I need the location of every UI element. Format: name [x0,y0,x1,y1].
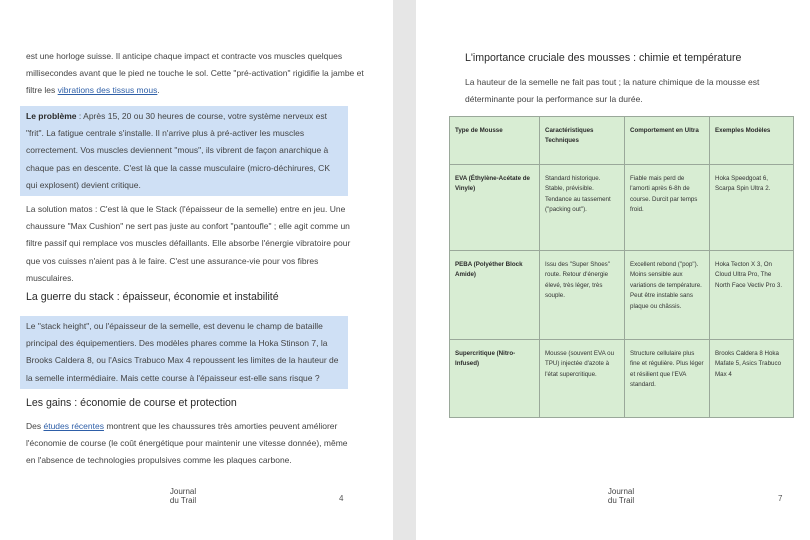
paragraph-preactivation: est une horloge suisse. Il anticipe chaque impact et contracte vos muscles quelques millisecondes avant que le pied ne touche le sol. Cette "pré-activation" rigidifie la jambe et filtre les vibrations des tissus mous. [26,51,364,96]
paragraph-intro-mousses: La hauteur de la semelle ne fait pas tout ; la nature chimique de la mousse est déterminante pour la performance sur la durée. [465,77,760,105]
probleme-label: Le problème [26,111,77,121]
highlight-probleme: Le problème : Après 15, 20 ou 30 heures de course, votre système nerveux est "frit". La fatigue centrale s'installe. Il n'arrive plus à pré-activer les muscles correctement. Vos muscles deviennent "mous", ils vibrent de façon anarchique à chaque pas en descente. C'est là que la casse musculaire (micro-déchirures, CK qui explosent) devient critique. [20,106,348,196]
table-cell: Issu des "Super Shoes" route. Retour d'énergie élevé, très léger, très souple. [540,251,625,340]
paragraph-etudes-recentes: Des études récentes montrent que les chaussures très amorties peuvent améliorer l'économie de course (le coût énergétique pour maintenir une vitesse donnée), même en l'absence de technologies propulsives comme les plaques carbone. [26,421,348,466]
table-cell: Mousse (souvent EVA ou TPU) injectée d'azote à l'état supercritique. [540,340,625,418]
footer-brand: Journal du Trail [607,487,635,505]
heading-les-gains: Les gains : économie de course et protection [26,397,237,409]
table-cell: Structure cellulaire plus fine et régulière. Plus léger et résilient que l'EVA standard. [625,340,710,418]
table-cell: Hoka Speedgoat 6, Scarpa Spin Ultra 2. [710,165,794,251]
table-row [450,251,794,340]
heading-importance-mousses: L'importance cruciale des mousses : chimie et température [465,52,742,64]
header-cell: Type de Mousse [450,117,540,165]
link-etudes-recentes[interactable]: études récentes [43,421,104,431]
table-header-row [450,117,794,165]
table-cell: Hoka Tecton X 3, On Cloud Ultra Pro, The North Face Vectiv Pro 3. [710,251,794,340]
heading-guerre-du-stack: La guerre du stack : épaisseur, économie et instabilité [26,291,279,303]
table-cell: Brooks Caldera 8 Hoka Mafate 5, Asics Trabuco Max 4 [710,340,794,418]
link-vibrations-tissus-mous[interactable]: vibrations des tissus mous [57,85,158,96]
table-cell: Supercritique (Nitro-Infused) [450,340,540,418]
paragraph-solution-matos: La solution matos : C'est là que le Stack (l'épaisseur de la semelle) entre en jeu. Une chaussure "Max Cushion" ne sert pas juste au confort "pantoufle" ; elle agit comme un filtre passif qui remplace vos muscles défaillants. Elle absorbe l'énergie vibratoire pour que vos cuisses n'aient pas à le faire. C'est une assurance-vie pour vos fibres musculaires. [26,204,351,283]
table-cell: Excellent rebond ("pop"). Moins sensible aux variations de température. Peut être instable sans plaque ou châssis. [625,251,710,340]
table-cell: EVA (Éthylène-Acétate de Vinyle) [450,165,540,251]
highlight-stack-height: Le "stack height", ou l'épaisseur de la semelle, est devenu le champ de bataille principal des équipementiers. Des modèles phares comme la Hoka Stinson 7, la Brooks Caldera 8, ou l'Asics Trabuco Max 4 repoussent les limites de la hauteur de la semelle intermédiaire. Mais cette course à l'épaisseur est-elle sans risque ? [20,316,348,389]
right-page [416,0,810,540]
page-number: 4 [339,494,344,503]
page-number: 7 [778,494,783,503]
foam-comparison-table [449,116,794,418]
table-cell: Fiable mais perd de l'amorti après 6-8h de course. Durcit par temps froid. [625,165,710,251]
table-row [450,340,794,418]
header-cell: Exemples Modèles [710,117,794,165]
footer-brand: Journal du Trail [169,487,197,505]
table-row [450,165,794,251]
header-cell: Caractéristiques Techniques [540,117,625,165]
left-page [0,0,393,540]
table-cell: Standard historique. Stable, prévisible. Tendance au tassement ("packing out"). [540,165,625,251]
table-cell: PEBA (Polyéther Block Amide) [450,251,540,340]
header-cell: Comportement en Ultra [625,117,710,165]
